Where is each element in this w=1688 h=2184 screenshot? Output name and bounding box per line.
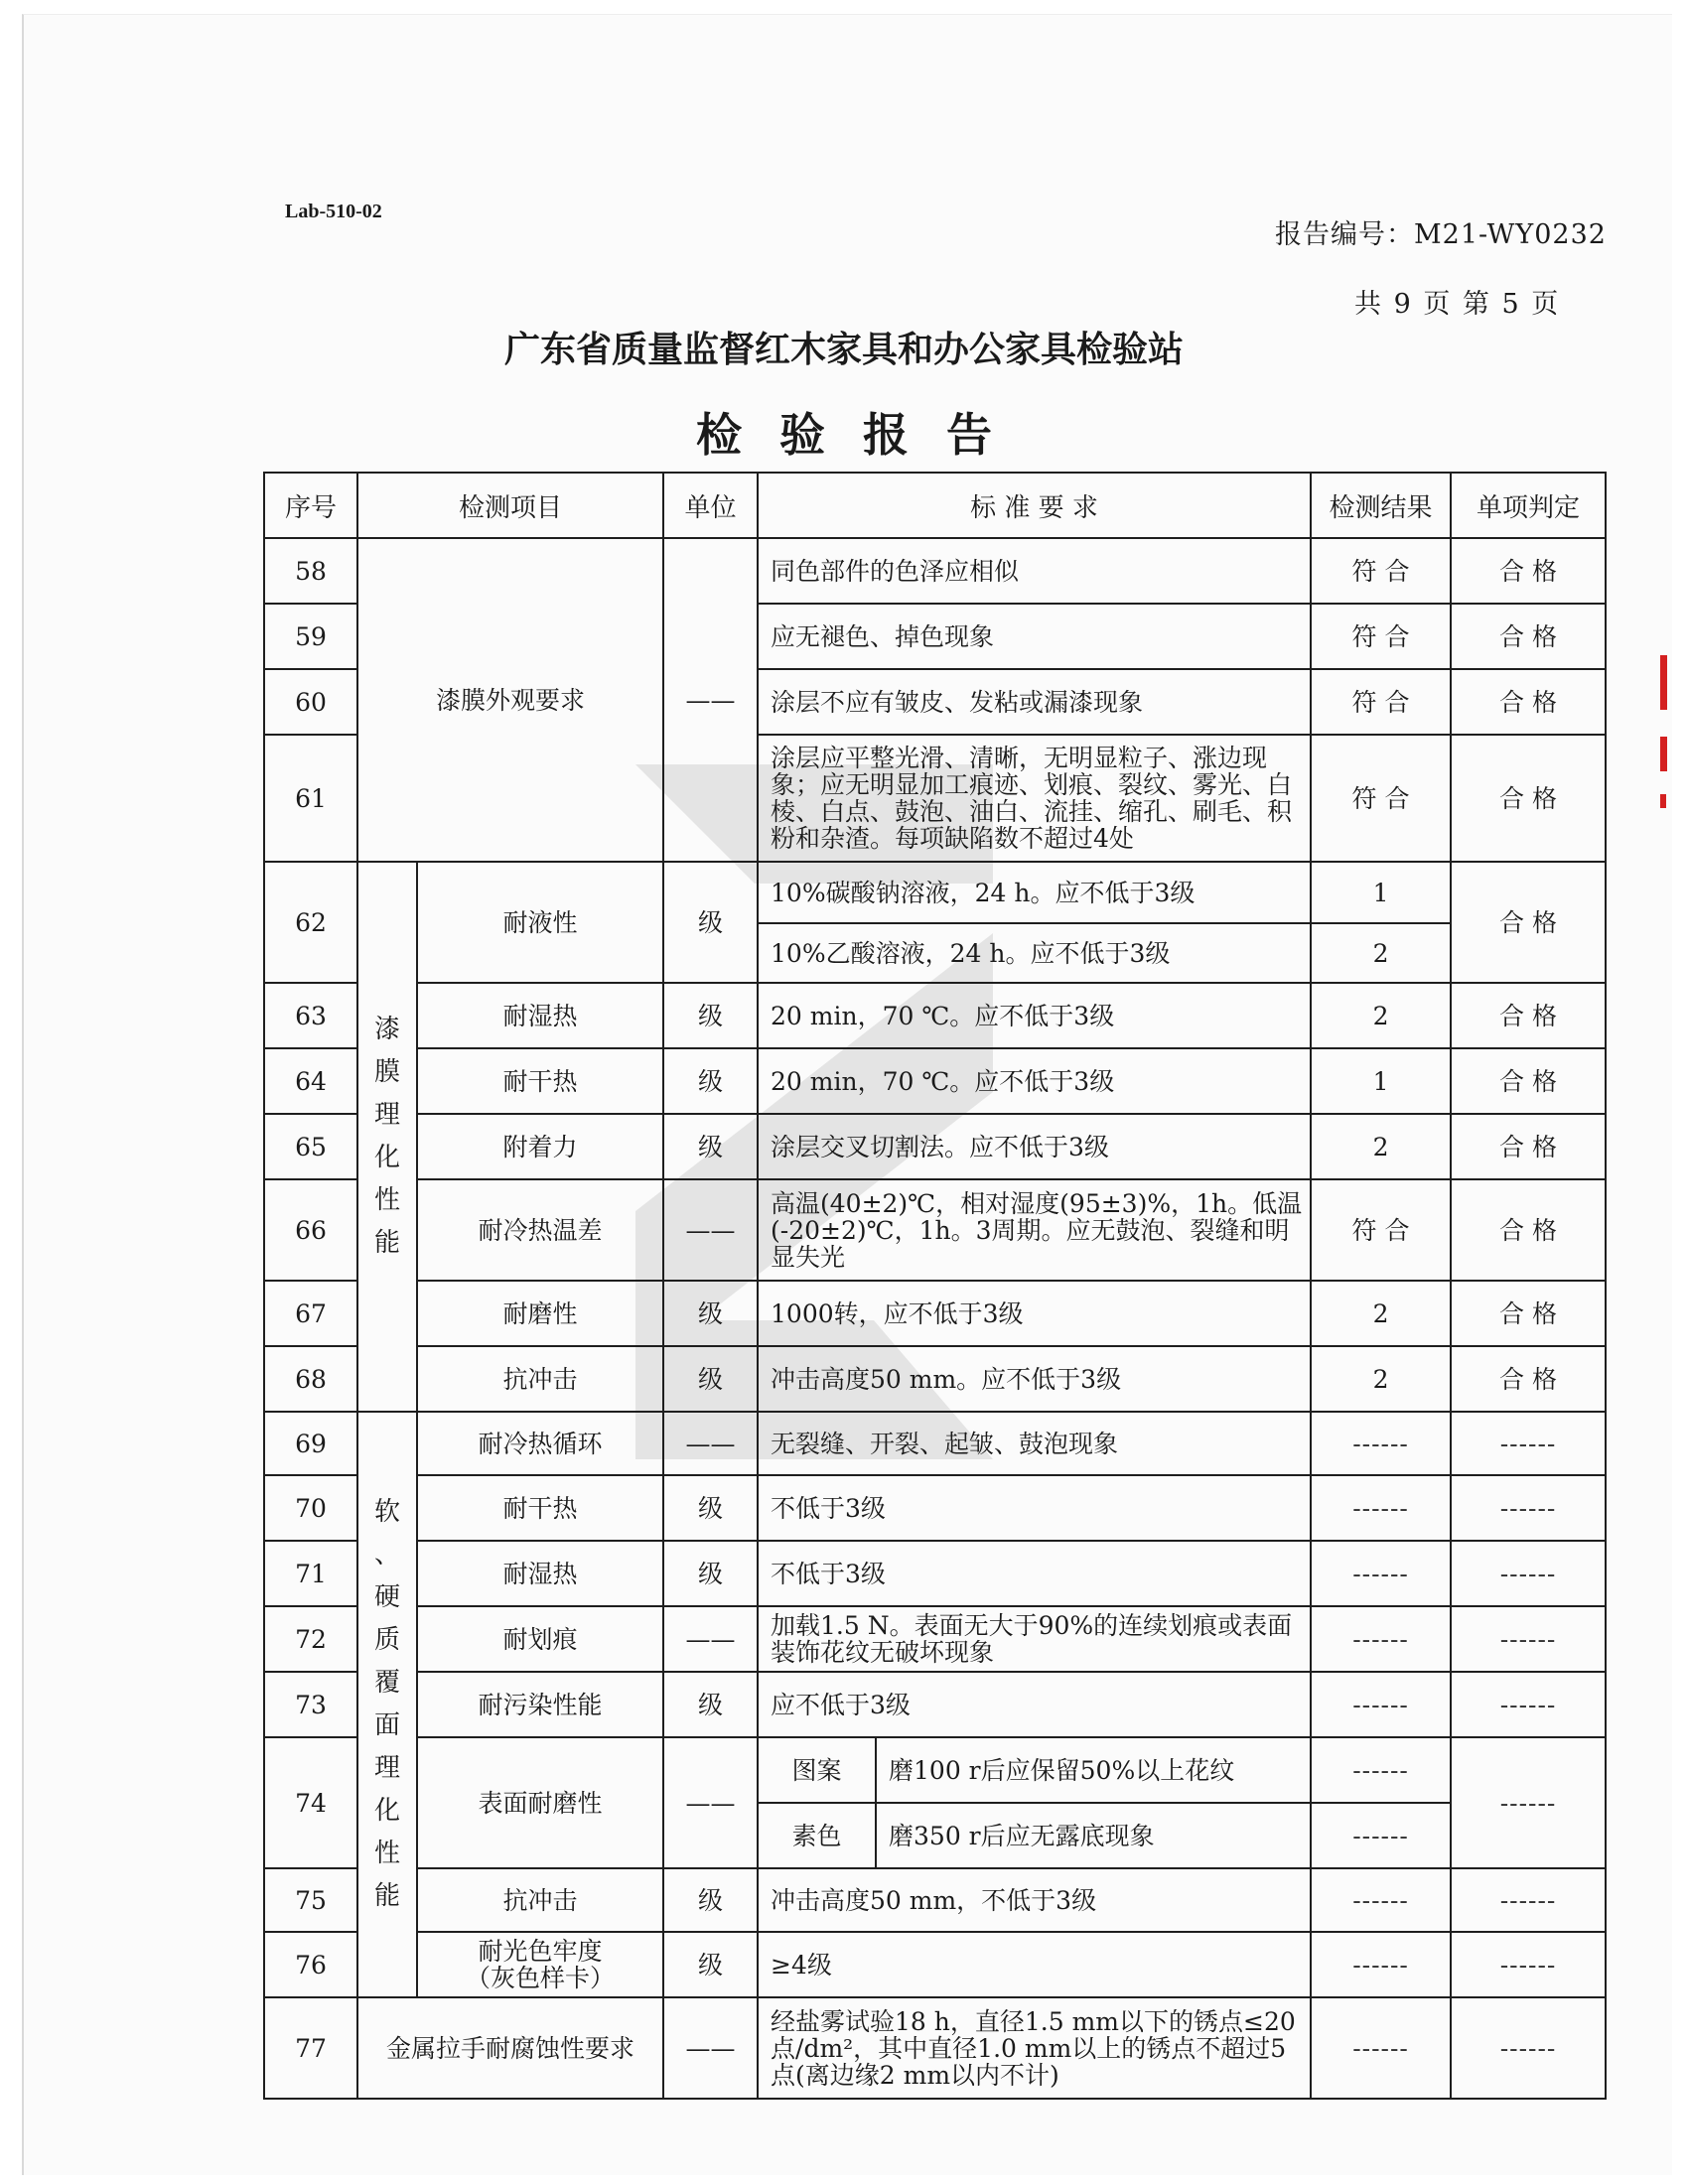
result: ------: [1311, 1868, 1451, 1932]
result: ------: [1311, 1737, 1451, 1803]
requirement: 涂层应平整光滑、清晰，无明显粒子、涨边现象；应无明显加工痕迹、划痕、裂纹、雾光、白棱、白点、鼓泡、油白、流挂、缩孔、刷毛、积粉和杂渣。每项缺陷数不超过4处: [758, 735, 1311, 862]
result: ------: [1311, 1541, 1451, 1606]
unit: 级: [663, 1048, 758, 1114]
verdict: 合 格: [1451, 669, 1606, 735]
row-no: 62: [264, 862, 357, 983]
result: ------: [1311, 1997, 1451, 2099]
row-no: 59: [264, 604, 357, 669]
item-name-line: 耐光色牢度: [478, 1937, 603, 1966]
requirement: 应不低于3级: [758, 1672, 1311, 1737]
unit: ——: [663, 1606, 758, 1672]
row-no: 69: [264, 1412, 357, 1475]
result: 符 合: [1311, 538, 1451, 604]
item-name: 耐湿热: [417, 1541, 663, 1606]
unit: ——: [663, 538, 758, 862]
row-no: 68: [264, 1346, 357, 1412]
table-row: [264, 1114, 1606, 1179]
verdict: 合 格: [1451, 1346, 1606, 1412]
requirement: 20 min，70 ℃。应不低于3级: [758, 983, 1311, 1048]
verdict: 合 格: [1451, 1281, 1606, 1346]
result: 符 合: [1311, 735, 1451, 862]
result: ------: [1311, 1803, 1451, 1868]
table-row: [264, 1606, 1606, 1672]
requirement: 无裂缝、开裂、起皱、鼓泡现象: [758, 1412, 1311, 1475]
requirement: 20 min，70 ℃。应不低于3级: [758, 1048, 1311, 1114]
result: ------: [1311, 1932, 1451, 1997]
requirement: 10%碳酸钠溶液，24 h。应不低于3级: [758, 862, 1311, 923]
table-row: [264, 1932, 1606, 1997]
unit: ——: [663, 1737, 758, 1868]
item-name: 耐污染性能: [417, 1672, 663, 1737]
unit: ——: [663, 1179, 758, 1281]
group-label: 漆 膜 理 化 性 能: [357, 862, 417, 1412]
sub-item: 素色: [758, 1803, 876, 1868]
verdict: 合 格: [1451, 735, 1606, 862]
form-code: Lab-510-02: [285, 201, 382, 222]
result: ------: [1311, 1412, 1451, 1475]
group-label: 软 、 硬 质 覆 面 理 化 性 能: [357, 1412, 417, 1997]
verdict: 合 格: [1451, 604, 1606, 669]
requirement: 经盐雾试验18 h，直径1.5 mm以下的锈点≤20点/dm²，其中直径1.0 mm以上的锈点不超过5点(离边缘2 mm以内不计): [758, 1997, 1311, 2099]
red-edge-mark: [1660, 655, 1667, 710]
requirement: 冲击高度50 mm，不低于3级: [758, 1868, 1311, 1932]
item-name: 抗冲击: [417, 1346, 663, 1412]
unit: 级: [663, 983, 758, 1048]
result: 1: [1311, 862, 1451, 923]
requirement: 不低于3级: [758, 1541, 1311, 1606]
table-row: [264, 1868, 1606, 1932]
sub-item: 图案: [758, 1737, 876, 1803]
row-no: 74: [264, 1737, 357, 1868]
row-no: 67: [264, 1281, 357, 1346]
row-no: 70: [264, 1475, 357, 1541]
item-name: 耐湿热: [417, 983, 663, 1048]
table-row: [264, 1412, 1606, 1475]
report-number: 报告编号：M21-WY0232: [1275, 219, 1607, 250]
requirement: 不低于3级: [758, 1475, 1311, 1541]
item-name: 耐干热: [417, 1048, 663, 1114]
item-name: 金属拉手耐腐蚀性要求: [357, 1997, 663, 2099]
red-edge-mark: [1660, 737, 1667, 771]
requirement: 10%乙酸溶液，24 h。应不低于3级: [758, 923, 1311, 983]
page-info: 共 9 页 第 5 页: [1354, 289, 1561, 320]
result: 2: [1311, 1346, 1451, 1412]
item-name: 耐磨性: [417, 1281, 663, 1346]
table-row: [264, 1541, 1606, 1606]
row-no: 63: [264, 983, 357, 1048]
row-no: 66: [264, 1179, 357, 1281]
row-no: 64: [264, 1048, 357, 1114]
table-row: [264, 1346, 1606, 1412]
header-no: 序号: [264, 473, 357, 538]
table-row: [264, 983, 1606, 1048]
station-name: 广东省质量监督红木家具和办公家具检验站: [503, 330, 1184, 370]
item-name: 抗冲击: [417, 1868, 663, 1932]
item-name: 附着力: [417, 1114, 663, 1179]
verdict: 合 格: [1451, 862, 1606, 983]
row-no: 77: [264, 1997, 357, 2099]
table-row: [264, 862, 1606, 923]
row-no: 72: [264, 1606, 357, 1672]
verdict: ------: [1451, 1672, 1606, 1737]
result: 2: [1311, 1281, 1451, 1346]
requirement: 磨100 r后应保留50%以上花纹: [876, 1737, 1311, 1803]
result: 2: [1311, 1114, 1451, 1179]
verdict: ------: [1451, 1475, 1606, 1541]
header-verdict: 单项判定: [1451, 473, 1606, 538]
unit: 级: [663, 1281, 758, 1346]
table-row: [264, 538, 1606, 604]
result: ------: [1311, 1606, 1451, 1672]
table-row: [264, 1672, 1606, 1737]
table-row: [264, 1281, 1606, 1346]
verdict: ------: [1451, 1932, 1606, 1997]
verdict: 合 格: [1451, 1179, 1606, 1281]
result: 符 合: [1311, 604, 1451, 669]
unit: ——: [663, 1997, 758, 2099]
header-item: 检测项目: [357, 473, 663, 538]
verdict: ------: [1451, 1997, 1606, 2099]
requirement: 同色部件的色泽应相似: [758, 538, 1311, 604]
verdict: 合 格: [1451, 538, 1606, 604]
verdict: 合 格: [1451, 1114, 1606, 1179]
item-name: 漆膜外观要求: [357, 538, 663, 862]
unit: 级: [663, 1672, 758, 1737]
row-no: 61: [264, 735, 357, 862]
verdict: ------: [1451, 1606, 1606, 1672]
requirement: 应无褪色、掉色现象: [758, 604, 1311, 669]
verdict: ------: [1451, 1868, 1606, 1932]
item-name: 耐干热: [417, 1475, 663, 1541]
header-requirement: 标 准 要 求: [758, 473, 1311, 538]
item-name: 耐液性: [417, 862, 663, 983]
verdict: ------: [1451, 1541, 1606, 1606]
unit: 级: [663, 1114, 758, 1179]
row-no: 60: [264, 669, 357, 735]
item-name: [417, 1932, 663, 1997]
table-row: [264, 1737, 1606, 1803]
report-title: 检验报告: [696, 408, 1030, 462]
unit: ——: [663, 1412, 758, 1475]
table-row: [264, 1048, 1606, 1114]
result: 符 合: [1311, 669, 1451, 735]
row-no: 76: [264, 1932, 357, 1997]
unit: 级: [663, 1868, 758, 1932]
verdict: ------: [1451, 1412, 1606, 1475]
item-name-line: （灰色样卡）: [466, 1964, 616, 1992]
table-row: [264, 1997, 1606, 2099]
result: ------: [1311, 1475, 1451, 1541]
row-no: 58: [264, 538, 357, 604]
requirement: 1000转，应不低于3级: [758, 1281, 1311, 1346]
row-no: 71: [264, 1541, 357, 1606]
unit: 级: [663, 1475, 758, 1541]
header-unit: 单位: [663, 473, 758, 538]
red-edge-mark: [1660, 794, 1666, 808]
row-no: 73: [264, 1672, 357, 1737]
item-name: 表面耐磨性: [417, 1737, 663, 1868]
result: 2: [1311, 923, 1451, 983]
unit: 级: [663, 1541, 758, 1606]
item-name: 耐划痕: [417, 1606, 663, 1672]
verdict: ------: [1451, 1737, 1606, 1868]
row-no: 75: [264, 1868, 357, 1932]
requirement: 涂层不应有皱皮、发粘或漏漆现象: [758, 669, 1311, 735]
row-no: 65: [264, 1114, 357, 1179]
item-name: 耐冷热温差: [417, 1179, 663, 1281]
requirement: 磨350 r后应无露底现象: [876, 1803, 1311, 1868]
requirement: 加载1.5 N。表面无大于90%的连续划痕或表面装饰花纹无破坏现象: [758, 1606, 1311, 1672]
requirement: ≥4级: [758, 1932, 1311, 1997]
table-row: [264, 1179, 1606, 1281]
header-result: 检测结果: [1311, 473, 1451, 538]
inspection-table: [263, 472, 1607, 2100]
result: 符 合: [1311, 1179, 1451, 1281]
unit: 级: [663, 862, 758, 983]
unit: 级: [663, 1932, 758, 1997]
result: 1: [1311, 1048, 1451, 1114]
verdict: 合 格: [1451, 1048, 1606, 1114]
verdict: 合 格: [1451, 983, 1606, 1048]
unit: 级: [663, 1346, 758, 1412]
requirement: 高温(40±2)℃，相对湿度(95±3)%，1h。低温(-20±2)℃，1h。3周期。应无鼓泡、裂缝和明显失光: [758, 1179, 1311, 1281]
result: 2: [1311, 983, 1451, 1048]
requirement: 冲击高度50 mm。应不低于3级: [758, 1346, 1311, 1412]
requirement: 涂层交叉切割法。应不低于3级: [758, 1114, 1311, 1179]
item-name: 耐冷热循环: [417, 1412, 663, 1475]
table-row: [264, 1475, 1606, 1541]
result: ------: [1311, 1672, 1451, 1737]
